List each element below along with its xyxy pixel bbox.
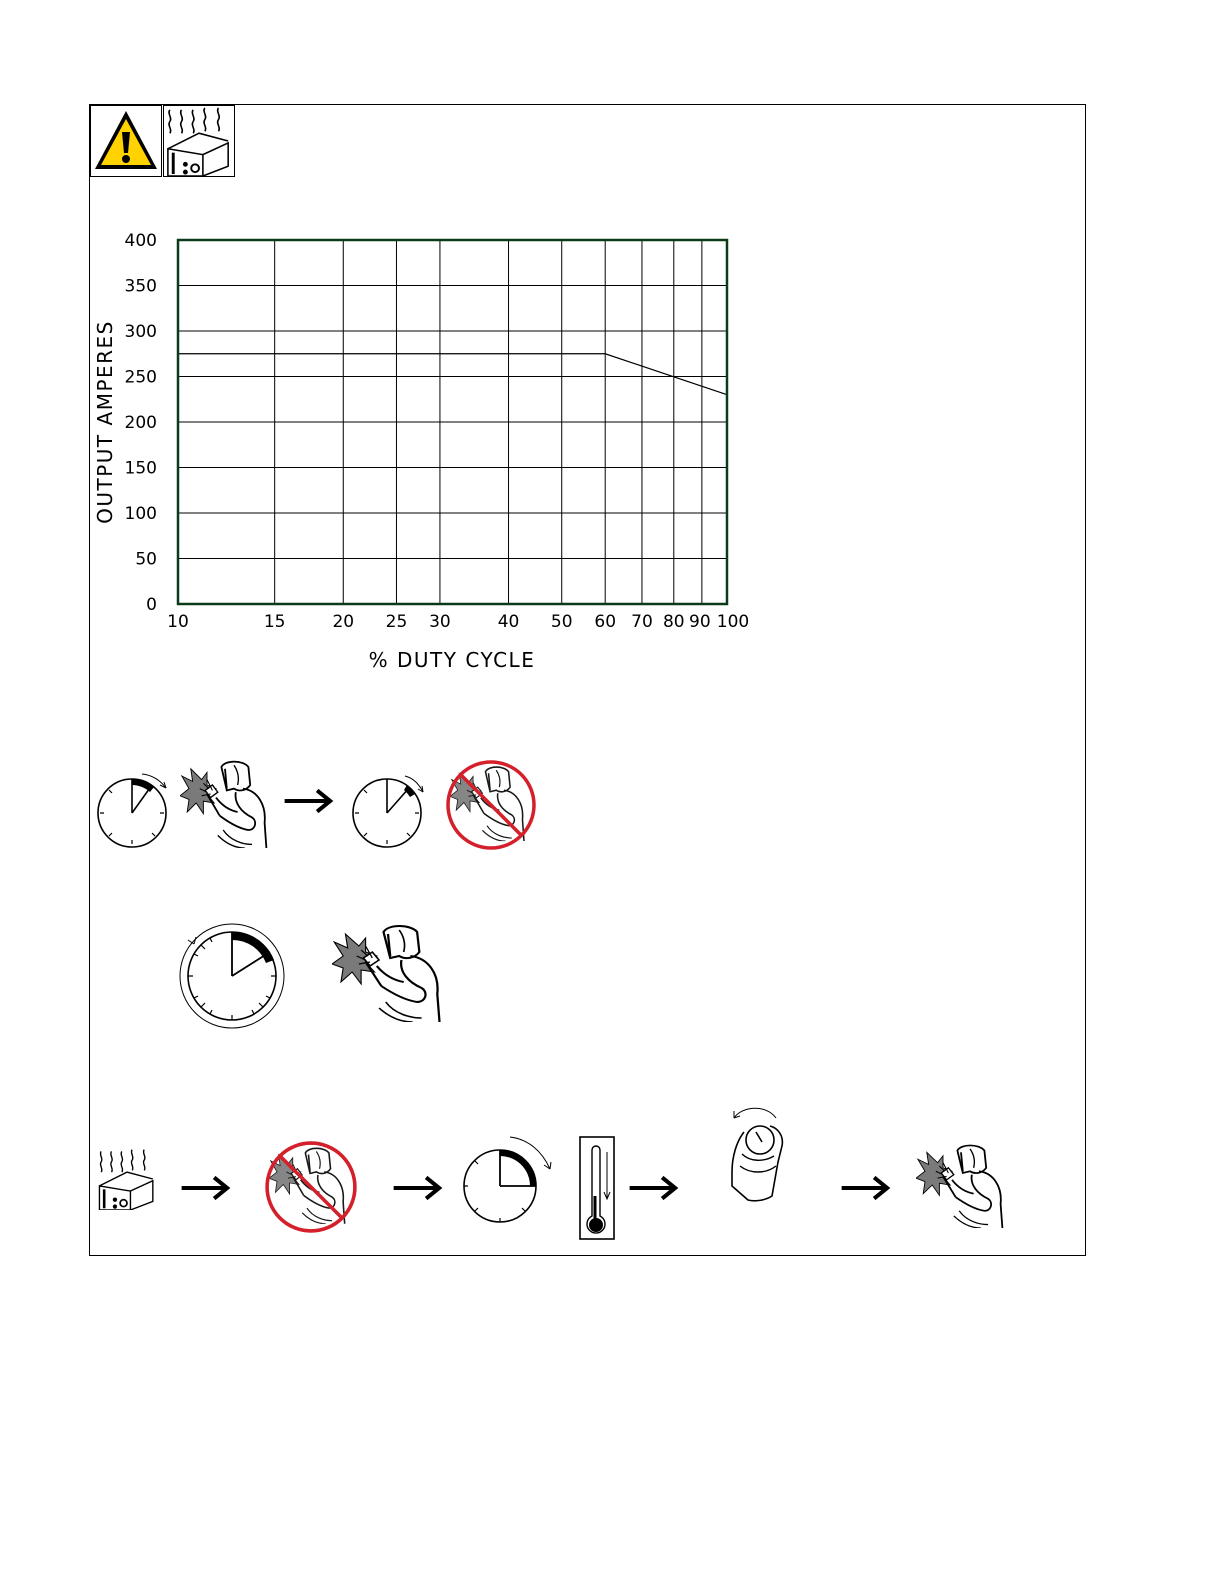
x-tick-50: 50 (550, 612, 573, 632)
x-tick-60: 60 (594, 612, 617, 632)
chart-series (178, 354, 727, 395)
y-tick-100: 100 (124, 504, 157, 524)
clock-short-interval-icon (94, 770, 174, 850)
clock-cooling-icon (460, 1133, 562, 1227)
overheating-machine-icon (96, 1145, 158, 1213)
x-tick-70: 70 (631, 612, 653, 632)
x-tick-15: 15 (263, 612, 286, 632)
x-tick-10: 10 (167, 612, 189, 632)
y-axis-title: OUTPUT AMPERES (93, 320, 117, 524)
y-tick-350: 350 (124, 276, 157, 297)
y-tick-200: 200 (124, 413, 157, 433)
y-tick-0: 0 (146, 595, 157, 615)
x-tick-100: 100 (716, 612, 750, 632)
no-welding-icon (444, 758, 538, 852)
arrow-right-icon (174, 1175, 238, 1201)
thermometer-icon (579, 1136, 615, 1240)
no-welding-icon (263, 1139, 359, 1235)
x-tick-80: 80 (662, 612, 685, 632)
clock-full-cycle-icon (176, 922, 288, 1030)
x-axis-title: % DUTY CYCLE (368, 648, 536, 672)
x-tick-20: 20 (332, 612, 355, 632)
series-line-0 (178, 354, 727, 395)
welder-welding-icon (916, 1142, 1006, 1228)
x-tick-25: 25 (385, 612, 408, 632)
welder-welding-icon (332, 922, 444, 1022)
x-tick-30: 30 (429, 612, 451, 632)
y-tick-labels (125, 231, 157, 615)
x-tick-90: 90 (689, 612, 711, 632)
welder-welding-icon (180, 758, 270, 848)
reduce-setting-knob-icon (726, 1102, 786, 1206)
x-tick-labels (167, 612, 749, 632)
warning-triangle-icon (90, 105, 162, 177)
overheating-machine-icon (163, 105, 235, 177)
y-tick-300: 300 (124, 322, 157, 342)
clock-rest-interval-icon (349, 772, 429, 852)
arrow-right-icon (834, 1175, 898, 1201)
duty-cycle-chart (90, 215, 770, 685)
arrow-right-icon (386, 1175, 450, 1201)
chart-grid (178, 240, 727, 604)
y-tick-50: 50 (135, 549, 157, 570)
x-tick-40: 40 (497, 612, 520, 632)
arrow-right-icon (622, 1175, 686, 1201)
arrow-right-icon (283, 788, 335, 814)
y-tick-150: 150 (124, 458, 157, 479)
y-tick-400: 400 (124, 231, 157, 251)
y-tick-250: 250 (124, 367, 157, 388)
